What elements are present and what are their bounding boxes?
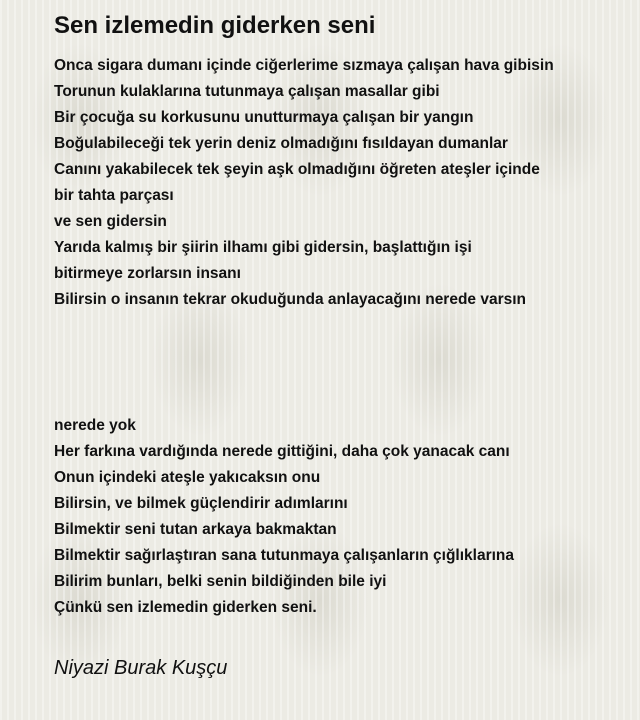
poem-line: Bilirsin o insanın tekrar okuduğunda anlayacağını nerede varsın (54, 291, 527, 308)
poem-line: Bilirim bunları, belki senin bildiğinden bile iyi (54, 573, 387, 590)
poem-line: nerede yok (54, 417, 136, 434)
poem-author: Niyazi Burak Kuşçu (54, 657, 228, 679)
poem-title: Sen izlemedin giderken seni (54, 12, 376, 39)
poem-line: Çünkü sen izlemedin giderken seni. (54, 599, 317, 616)
poem-line: Boğulabileceği tek yerin deniz olmadığını fısıldayan dumanlar (54, 135, 508, 152)
poem-line: bir tahta parçası (54, 187, 174, 204)
poem-line: Yarıda kalmış bir şiirin ilhamı gibi gidersin, başlattığın işi (54, 239, 472, 256)
stanza-1 (54, 53, 554, 313)
poem-line: bitirmeye zorlarsın insanı (54, 265, 241, 282)
poem-line: Onca sigara dumanı içinde ciğerlerime sızmaya çalışan hava gibisin (54, 57, 554, 74)
stanza-2 (54, 413, 514, 621)
poem-line: Bilmektir seni tutan arkaya bakmaktan (54, 521, 337, 538)
poem-line: Bilmektir sağırlaştıran sana tutunmaya çalışanların çığlıklarına (54, 547, 515, 564)
poem-line: Torunun kulaklarına tutunmaya çalışan masallar gibi (54, 83, 440, 100)
poem-line: Bir çocuğa su korkusunu unutturmaya çalışan bir yangın (54, 109, 474, 126)
poem-line: ve sen gidersin (54, 213, 167, 230)
poem-line: Onun içindeki ateşle yakıcaksın onu (54, 469, 321, 486)
poem-line: Bilirsin, ve bilmek güçlendirir adımlarını (54, 495, 348, 512)
poem-line: Canını yakabilecek tek şeyin aşk olmadığını öğreten ateşler içinde (54, 161, 540, 178)
poem-line: Her farkına vardığında nerede gittiğini, daha çok yanacak canı (54, 443, 510, 460)
